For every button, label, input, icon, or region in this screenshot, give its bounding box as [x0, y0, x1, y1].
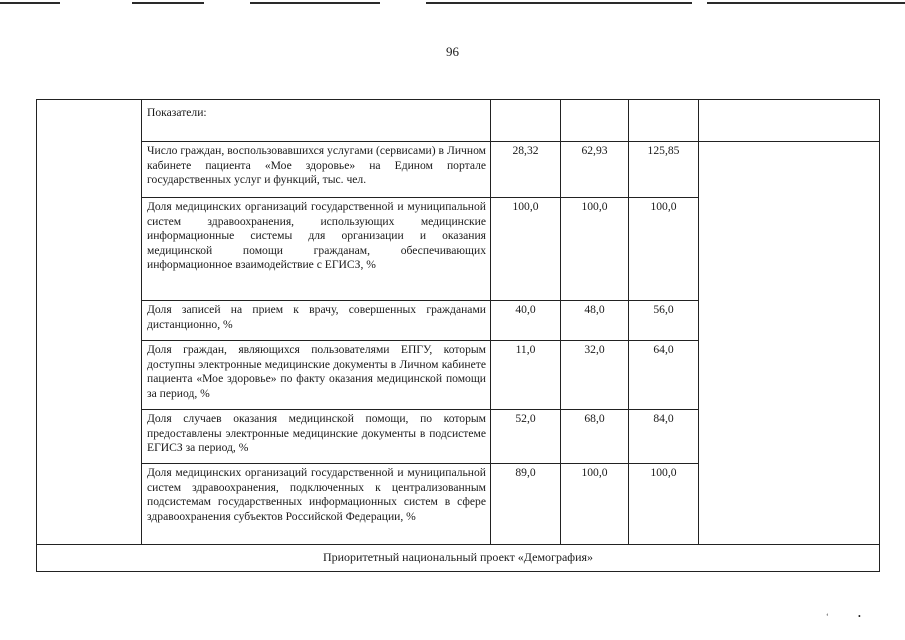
indicator-label: Число граждан, воспользовавшихся услугами (сервисами) в Личном кабинете пациента «Мое здоровье» на Едином портале государственных услуг и функций, тыс. чел. [142, 142, 491, 198]
indicator-value: 62,93 [561, 142, 629, 198]
indicator-label: Доля медицинских организаций государственной и муниципальной систем здравоохранения, подключенных к централизованным подсистемам государственных информационных систем в сфере здравоохранения субъектов Российской Федерации, % [142, 464, 491, 545]
indicator-value: 48,0 [561, 301, 629, 341]
indicator-label: Доля граждан, являющихся пользователями ЕПГУ, которым доступны электронные медицинские документы в Личном кабинете пациента «Мое здоровье» по факту оказания медицинской помощи за период, % [142, 341, 491, 410]
scan-artifact-line [426, 2, 692, 4]
indicator-value: 52,0 [491, 410, 561, 464]
indicator-label: Доля медицинских организаций государственной и муниципальной систем здравоохранения, использующих медицинские информационные системы для организации и оказания медицинской помощи гражданам, обеспечивающих информационное взаимодействие с ЕГИСЗ, % [142, 198, 491, 301]
header-value-cell [491, 100, 561, 142]
indicator-value: 40,0 [491, 301, 561, 341]
indicators-table [36, 99, 880, 572]
indicator-value: 68,0 [561, 410, 629, 464]
indicator-value: 100,0 [491, 198, 561, 301]
header-right-cell [699, 100, 880, 142]
scan-artifact-line [707, 2, 905, 4]
indicator-label: Доля записей на прием к врачу, совершенных гражданами дистанционно, % [142, 301, 491, 341]
indicator-value: 100,0 [561, 198, 629, 301]
table-header-row [37, 100, 880, 142]
scan-speck: • [858, 612, 861, 621]
right-blank-cell [699, 142, 880, 545]
indicator-value: 100,0 [629, 198, 699, 301]
indicator-value: 100,0 [561, 464, 629, 545]
header-label: Показатели: [147, 106, 207, 119]
section-title-cell [37, 545, 880, 572]
scan-speck: ‘ [826, 612, 829, 621]
page-number: 96 [446, 44, 459, 59]
indicator-value: 32,0 [561, 341, 629, 410]
indicator-label: Доля случаев оказания медицинской помощи, по которым предоставлены электронные медицинские документы в подсистеме ЕГИСЗ за период, % [142, 410, 491, 464]
table-footer-row [37, 545, 880, 572]
scan-artifact-line [0, 2, 60, 4]
left-blank-cell [37, 100, 142, 545]
indicator-value: 64,0 [629, 341, 699, 410]
indicator-value: 11,0 [491, 341, 561, 410]
indicator-value: 84,0 [629, 410, 699, 464]
scan-artifact-line [132, 2, 204, 4]
header-label-cell [142, 100, 491, 142]
scan-artifact-line [250, 2, 380, 4]
header-value-cell [561, 100, 629, 142]
header-value-cell [629, 100, 699, 142]
indicator-value: 125,85 [629, 142, 699, 198]
indicator-value: 56,0 [629, 301, 699, 341]
indicator-value: 28,32 [491, 142, 561, 198]
indicator-value: 89,0 [491, 464, 561, 545]
section-title: Приоритетный национальный проект «Демография» [322, 550, 594, 564]
table-row [37, 142, 880, 198]
indicator-value: 100,0 [629, 464, 699, 545]
